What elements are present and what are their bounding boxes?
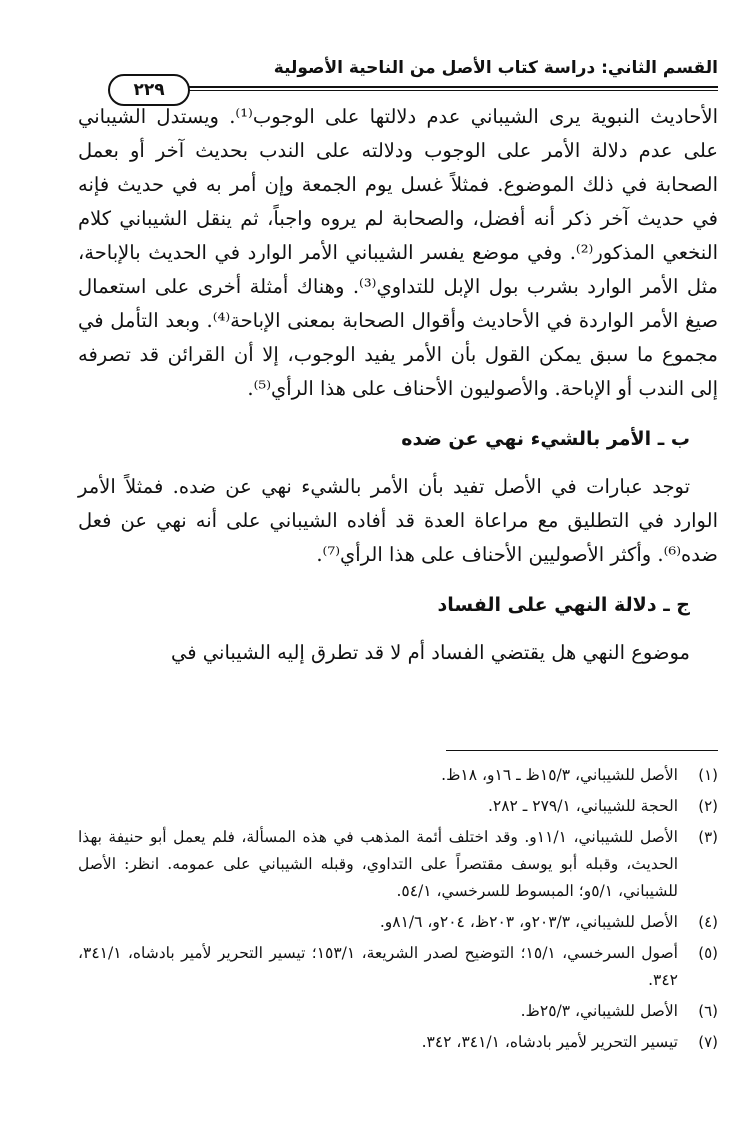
footnote-number: (٧) [698,1033,718,1051]
footnote-item [78,824,718,905]
footnote-item [78,1029,718,1056]
footnote-item [78,762,718,789]
footnote-text: الحجة للشيباني، ٢٧٩/١ ـ ٢٨٢. [487,797,678,815]
page-number: ٢٢٩ [133,80,165,100]
header-rule [170,86,718,88]
header-rule-thin [170,90,718,91]
footnote-item [78,793,718,820]
footnote-item [78,909,718,936]
footnotes [78,762,718,1060]
footnote-text: الأصل للشيباني، ٢٥/٣ظ. [520,1002,678,1020]
footnote-text: أصول السرخسي، ١٥/١؛ التوضيح لصدر الشريعة، ١٥٣/١؛ تيسير التحرير لأمير بادشاه، ٣٤١/١، ٣٤٢. [78,944,678,989]
footnote-number: (٤) [698,913,718,931]
paragraph-amr-nahy: توجد عبارات في الأصل تفيد بأن الأمر بالشيء نهي عن ضده. فمثلاً الأمر الوارد في التطليق مع مراعاة العدة قد أفاده الشيباني على أنه نهي عن فعل ضده⁽⁶⁾. وأكثر الأصوليين الأحناف على هذا الرأي⁽⁷⁾. [78,475,718,566]
footnote-number: (٦) [698,1002,718,1020]
footnote-text: الأصل للشيباني، ١١/١و. وقد اختلف أئمة المذهب في هذه المسألة، فلم يعمل أبو حنيفة بهذا الحديث، وقبله أبو يوسف مقتصراً على التداوي، وقبله الشيباني على عمومه. انظر: الأصل للشيباني، ٥/١و؛ المبسوط للسرخسي، ٥٤/١. [78,828,678,900]
footnote-number: (١) [698,766,718,784]
section-heading-j: ج ـ دلالة النهي على الفساد [437,594,690,616]
footnote-number: (٢) [698,797,718,815]
paragraph-amr-wujub: الأحاديث النبوية يرى الشيباني عدم دلالتها على الوجوب⁽¹⁾. ويستدل الشيباني على عدم دلالة الأمر على الوجوب ودلالته على الندب بحديث آخر أو بعمل الصحابة في ذلك الموضوع. فمثلاً غسل يوم الجمعة وإن أمر به في حديث فإنه في حديث آخر ذكر أنه أفضل، والصحابة لم يروه واجباً، ثم ينقل الشيباني كلام النخعي المذكور⁽²⁾. وفي موضع يفسر الشيباني الأمر الوارد في الحديث بالإباحة، مثل الأمر الوارد بشرب بول الإبل للتداوي⁽³⁾. وهناك أمثلة أخرى على استعمال صيغ الأمر الواردة في الأحاديث وأقوال الصحابة بمعنى الإباحة⁽⁴⁾. وبعد التأمل في مجموع ما سبق يمكن القول بأن الأمر يفيد الوجوب، إلا أن القرائن قد تصرفه إلى الندب أو الإباحة. والأصوليون الأحناف على هذا الرأي⁽⁵⁾. [78,105,719,400]
footnote-item [78,940,718,994]
footnote-number: (٣) [698,828,718,846]
section-heading-b: ب ـ الأمر بالشيء نهي عن ضده [401,428,690,450]
footnote-text: الأصل للشيباني، ٢٠٣/٣و، ٢٠٣ظ، ٢٠٤و، ٨١/٦و. [379,913,678,931]
page-header [88,52,718,100]
footnote-item [78,998,718,1025]
footnote-separator [446,750,718,751]
running-title: القسم الثاني: دراسة كتاب الأصل من الناحية الأصولية [273,58,718,78]
main-text [78,100,718,670]
footnote-text: تيسير التحرير لأمير بادشاه، ٣٤١/١، ٣٤٢. [421,1033,678,1051]
footnote-number: (٥) [698,944,718,962]
paragraph-nahy-fasad: موضوع النهي هل يقتضي الفساد أم لا قد تطرق إليه الشيباني في [171,641,690,664]
footnote-text: الأصل للشيباني، ١٥/٣ظ ـ ١٦و، ١٨ظ. [441,766,678,784]
